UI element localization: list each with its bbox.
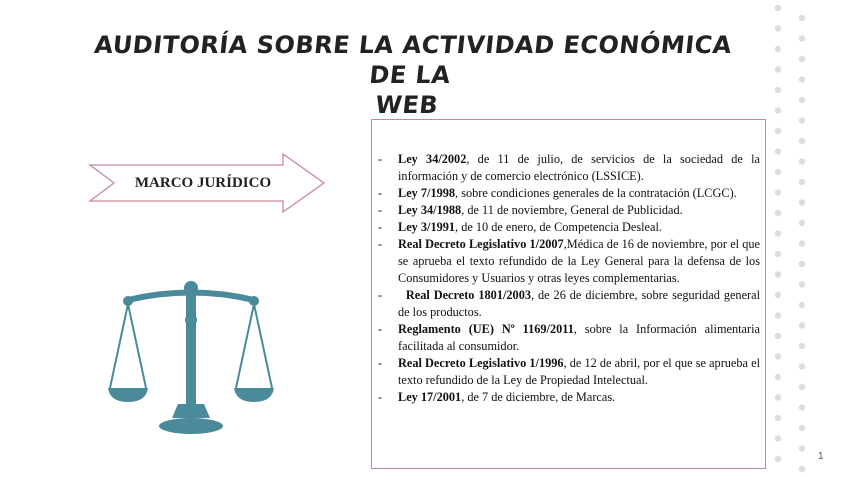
bullet-dash: -	[378, 203, 383, 217]
law-name: Ley 3/1991	[398, 220, 456, 234]
decorative-dot	[775, 25, 781, 31]
decorative-dot	[799, 179, 805, 185]
law-description: , de 7 de diciembre, de Marcas.	[461, 390, 616, 404]
law-name: Real Decreto 1801/2003	[398, 288, 531, 302]
law-name: Ley 34/2002	[398, 152, 467, 166]
law-name: Reglamento (UE) Nº 1169/2011	[398, 322, 574, 336]
bullet-dash: -	[378, 288, 383, 302]
decorative-dot	[775, 456, 781, 462]
decorative-dot	[775, 46, 781, 52]
arrow-label: MARCO JURÍDICO	[134, 174, 272, 191]
law-item	[376, 389, 760, 406]
law-description: , de 26 de diciembre, sobre seguridad general de los productos.	[398, 288, 761, 319]
decorative-dot	[799, 158, 805, 164]
decorative-dot	[775, 415, 781, 421]
law-name: Real Decreto Legislativo 1/2007	[398, 237, 564, 251]
bullet-dash: -	[378, 220, 383, 234]
law-name: Ley 7/1998	[398, 186, 456, 200]
decorative-dot	[775, 394, 781, 400]
law-name: Ley 17/2001	[398, 390, 462, 404]
law-description: , sobre la Información alimentaria facilitada al consumidor.	[398, 322, 760, 353]
decorative-dots	[770, 0, 815, 477]
justice-scale-icon	[108, 280, 278, 440]
law-item	[376, 236, 760, 287]
decorative-dot	[775, 251, 781, 257]
decorative-dot	[799, 261, 805, 267]
slide-title-line-2: WEB	[374, 91, 440, 119]
decorative-dot	[799, 76, 805, 82]
law-item	[376, 321, 760, 355]
decorative-dot	[799, 35, 805, 41]
laws-list	[376, 151, 760, 406]
decorative-dot	[799, 302, 805, 308]
decorative-dot	[799, 240, 805, 246]
bullet-dash: -	[378, 186, 383, 200]
decorative-dot	[799, 199, 805, 205]
law-item	[376, 151, 760, 185]
decorative-dot	[775, 169, 781, 175]
bullet-dash: -	[378, 390, 383, 404]
law-description: , sobre condiciones generales de la contratación (LCGC).	[455, 186, 737, 200]
law-name: Ley 34/1988	[398, 203, 462, 217]
decorative-dot	[799, 281, 805, 287]
decorative-dot	[775, 210, 781, 216]
law-item	[376, 185, 760, 202]
decorative-dot	[775, 66, 781, 72]
decorative-dot	[775, 148, 781, 154]
decorative-dot	[775, 312, 781, 318]
decorative-dot	[799, 404, 805, 410]
bullet-dash: -	[378, 237, 383, 251]
decorative-dot	[799, 363, 805, 369]
decorative-dot	[799, 220, 805, 226]
decorative-dot	[799, 322, 805, 328]
slide-title-line-1: AUDITORÍA SOBRE LA ACTIVIDAD ECONÓMICA DE LA	[92, 31, 734, 89]
page-number: 1	[818, 451, 824, 462]
law-name: Real Decreto Legislativo 1/1996	[398, 356, 564, 370]
law-item	[376, 202, 760, 219]
decorative-dot	[775, 333, 781, 339]
law-description: , de 11 de noviembre, General de Publicidad.	[461, 203, 683, 217]
decorative-dot	[799, 138, 805, 144]
decorative-dot	[799, 445, 805, 451]
bullet-dash: -	[378, 322, 383, 336]
decorative-dot	[799, 97, 805, 103]
bullet-dash: -	[378, 356, 383, 370]
decorative-dot	[799, 15, 805, 21]
slide-title	[85, 30, 734, 120]
decorative-dot	[775, 128, 781, 134]
decorative-dot	[799, 466, 805, 472]
decorative-dot	[799, 56, 805, 62]
marco-juridico-arrow	[88, 152, 326, 214]
decorative-dot	[775, 271, 781, 277]
bullet-dash: -	[378, 152, 383, 166]
decorative-dot	[799, 425, 805, 431]
decorative-dot	[775, 292, 781, 298]
law-description: , de 12 de abril, por el que se aprueba el texto refundido de la Ley de Propiedad Intelectual.	[398, 356, 760, 387]
decorative-dot	[775, 107, 781, 113]
decorative-dot	[775, 230, 781, 236]
decorative-dot	[799, 117, 805, 123]
decorative-dot	[775, 189, 781, 195]
decorative-dot	[775, 353, 781, 359]
decorative-dot	[775, 374, 781, 380]
law-description: ,Médica de 16 de noviembre, por el que se aprueba el texto refundido de la Ley General para la defensa de los Consumidores y Usuarios y otras leyes complementarias.	[398, 237, 760, 285]
decorative-dot	[775, 5, 781, 11]
law-item	[376, 287, 760, 321]
law-description: , de 10 de enero, de Competencia Desleal.	[455, 220, 662, 234]
decorative-dot	[799, 343, 805, 349]
law-description: , de 11 de julio, de servicios de la sociedad de la información y de comercio electrónico (LSSICE).	[398, 152, 760, 183]
law-item	[376, 219, 760, 236]
law-item	[376, 355, 760, 389]
decorative-dot	[775, 435, 781, 441]
decorative-dot	[799, 384, 805, 390]
decorative-dot	[775, 87, 781, 93]
